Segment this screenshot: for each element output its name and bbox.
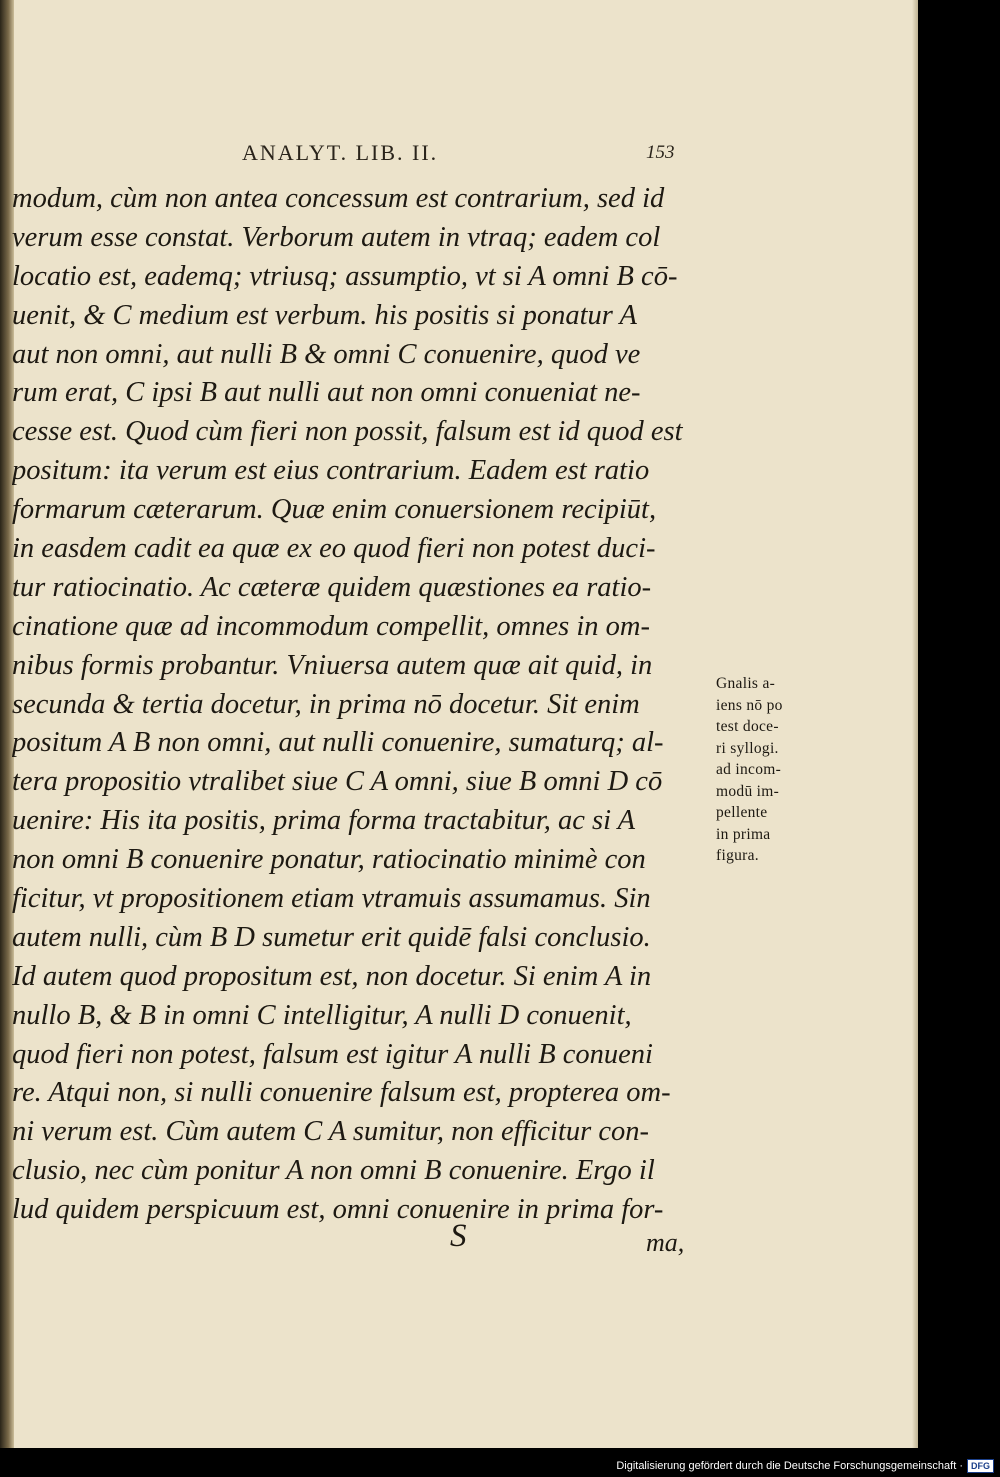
running-header: ANALYT. LIB. II. [242,140,439,165]
text-line: uenire: His ita positis, prima forma tractabitur, ac si A [12,805,636,837]
digitization-footer [616,1459,994,1473]
marginal-note-line: pellente [716,804,768,821]
text-line: clusio, nec cùm ponitur A non omni B conuenire. Ergo il [12,1155,655,1187]
marginal-note-line: in prima [716,825,771,843]
text-line: positum A B non omni, aut nulli conuenire, sumaturq; al- [12,727,664,759]
marginal-note-line: Gnalis a- [716,675,776,692]
text-line: secunda & tertia docetur, in prima nō docetur. Sit enim [12,688,640,720]
dfg-logo: DFG [967,1459,994,1473]
text-line: tera propositio vtralibet siue C A omni, siue B omni D cō [12,766,663,798]
marginal-note-line: iens nō po [716,696,783,714]
main-text-block [12,180,702,1230]
text-line: quod fieri non potest, falsum est igitur A nulli B conueni [12,1038,653,1070]
text-line: lud quidem perspicuum est, omni conuenire in prima for- [12,1194,664,1226]
text-line: uenit, & C medium est verbum. his positis si ponatur A [12,299,637,331]
signature-mark: S [450,1218,467,1254]
marginal-note-line: test doce- [716,718,779,735]
text-line: ni verum est. Cùm autem C A sumitur, non efficitur con- [12,1116,649,1148]
text-line: aut non omni, aut nulli B & omni C conuenire, quod ve [12,338,641,370]
text-line: rum erat, C ipsi B aut nulli aut non omni conueniat ne- [12,377,641,409]
page-edge-shadow [912,0,918,1448]
text-line: in easdem cadit ea quæ ex eo quod fieri non potest duci- [12,533,656,565]
marginal-note-line: modū im- [716,782,780,800]
marginal-note-line: ri syllogi. [716,739,779,757]
catchword: ma, [646,1228,685,1257]
text-line: formarum cæterarum. Quæ enim conuersionem recipiūt, [12,494,657,526]
text-line: ficitur, vt propositionem etiam vtramuis assumamus. Sin [12,883,651,915]
text-line: modum, cùm non antea concessum est contrarium, sed id [12,183,665,214]
text-line: nullo B, & B in omni C intelligitur, A nulli D conuenit, [12,999,632,1031]
marginal-note-line: ad incom- [716,761,782,778]
text-line: verum esse constat. Verborum autem in vtraq; eadem col [12,221,661,253]
marginal-note [716,673,808,867]
footer-credit: Digitalisierung gefördert durch die Deutsche Forschungsgemeinschaft · [616,1460,963,1472]
text-line: autem nulli, cùm B D sumetur erit quidē falsi conclusio. [12,921,651,953]
text-line: cinatione quæ ad incommodum compellit, omnes in om- [12,610,650,642]
page-number: 153 [646,142,675,163]
text-line: non omni B conuenire ponatur, ratiocinatio minimè con [12,844,646,876]
text-line: nibus formis probantur. Vniuersa autem quæ ait quid, in [12,649,653,681]
text-line: tur ratiocinatio. Ac cæteræ quidem quæstiones ea ratio- [12,571,652,603]
text-line: locatio est, eademq; vtriusq; assumptio, vt si A omni B cō- [12,260,678,292]
marginal-note-line: figura. [716,847,759,864]
text-line: cesse est. Quod cùm fieri non possit, falsum est id quod est [12,416,683,448]
text-line: positum: ita verum est eius contrarium. Eadem est ratio [12,455,650,487]
text-line: re. Atqui non, si nulli conuenire falsum est, propterea om- [12,1077,671,1109]
text-line: Id autem quod propositum est, non docetur. Si enim A in [12,960,652,992]
